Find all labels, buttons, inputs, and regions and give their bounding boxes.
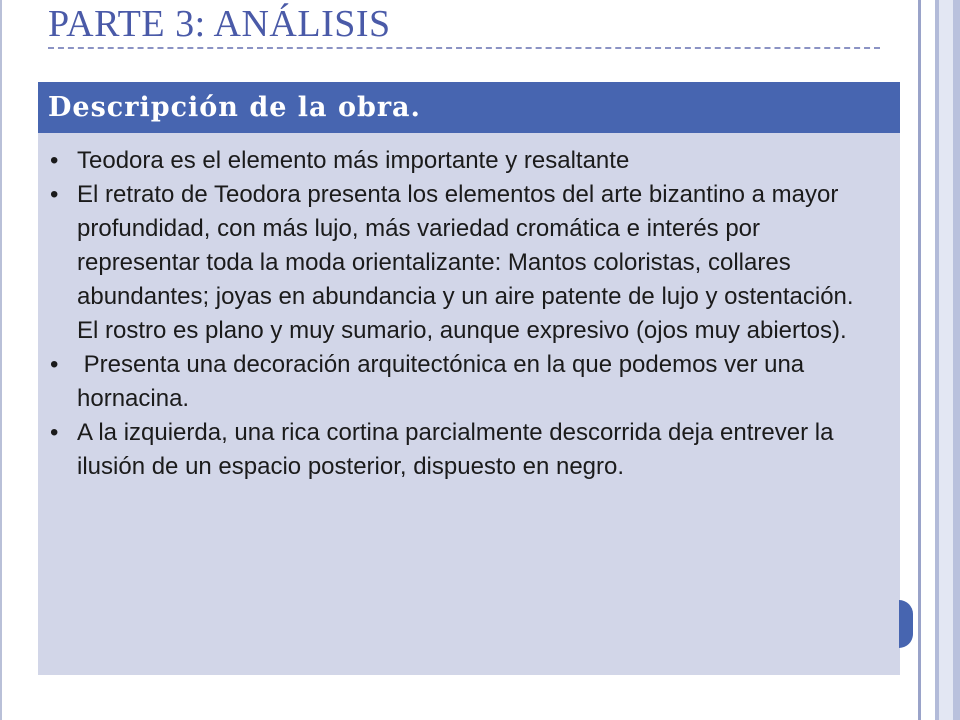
list-item <box>48 178 868 348</box>
left-border <box>0 0 2 720</box>
bullet-text: Presenta una decoración arquitectónica en la que podemos ver una hornacina. <box>77 351 811 412</box>
decor-bar <box>953 0 960 720</box>
bullet-marker: • <box>50 351 59 378</box>
bullet-marker: • <box>50 419 59 446</box>
section-header: Descripción de la obra. <box>48 92 421 123</box>
bullet-text: A la izquierda, una rica cortina parcialmente descorrida deja entrever la ilusión de un espacio posterior, dispuesto en negro. <box>77 419 834 480</box>
list-item <box>48 348 868 416</box>
section-header-bar <box>38 82 900 133</box>
list-item <box>48 416 868 484</box>
right-decorative-bars <box>918 0 960 720</box>
side-tab-decoration <box>899 600 913 648</box>
title-divider <box>48 47 880 49</box>
bullet-text: Teodora es el elemento más importante y resaltante <box>77 147 630 174</box>
list-item <box>48 144 868 178</box>
bullet-list <box>48 144 868 484</box>
slide-title: PARTE 3: ANÁLISIS <box>48 3 391 45</box>
bullet-marker: • <box>50 181 59 208</box>
bullet-marker: • <box>50 147 59 174</box>
bullet-text: El retrato de Teodora presenta los elementos del arte bizantino a mayor profundidad, con más lujo, más variedad cromática e interés por representar toda la moda orientalizante: Mantos coloristas, collares abundantes; joyas en abundancia y un aire patente de lujo y ostentación. El rostro es plano y muy sumario, aunque expresivo (ojos muy abiertos). <box>77 181 854 344</box>
decor-bar <box>939 0 953 720</box>
decor-bar <box>921 0 935 720</box>
